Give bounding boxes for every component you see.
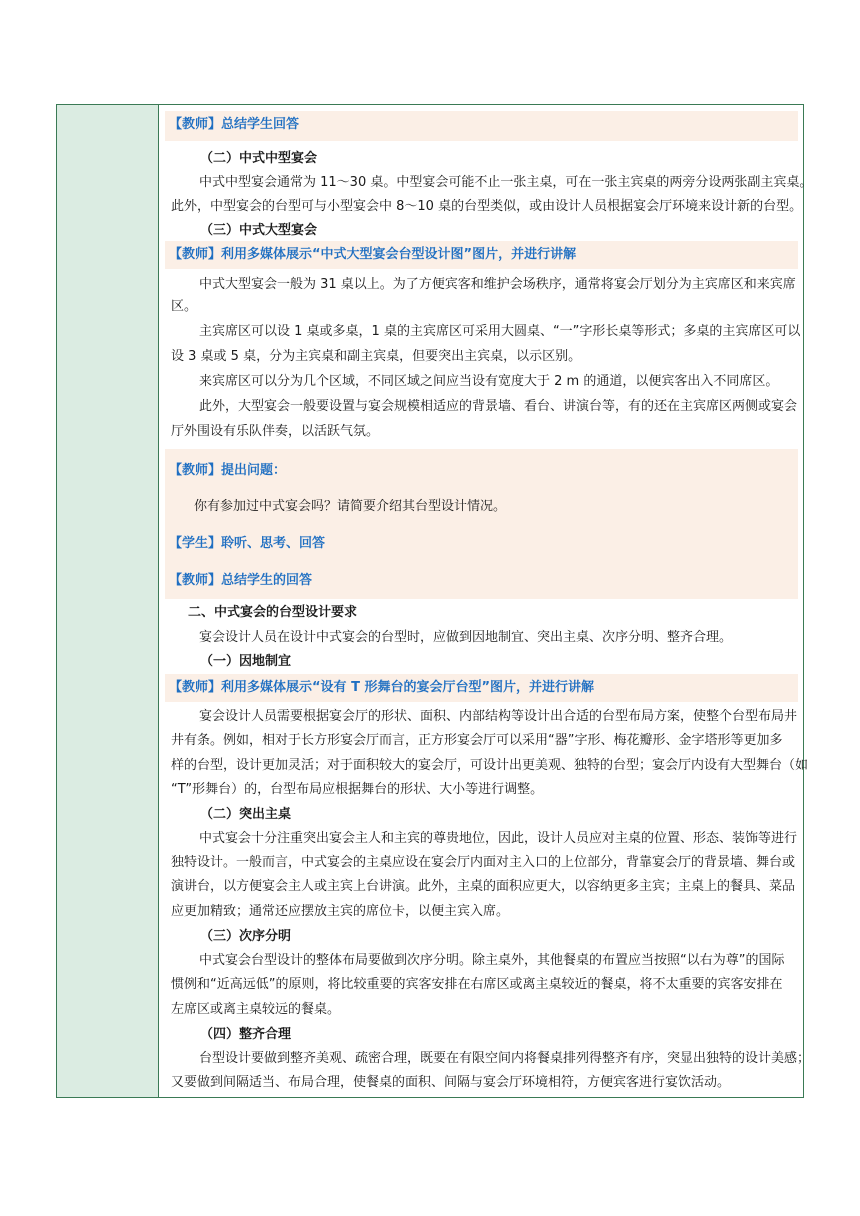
paragraph-line: 设 3 桌或 5 桌，分为主宾桌和副主宾桌，但要突出主宾桌，以示区别。 [171, 349, 582, 364]
paragraph-line: 宴会设计人员需要根据宴会厅的形状、面积、内部结构等设计出合适的台型布局方案，使整个台型布局井 [199, 709, 798, 724]
paragraph-line: 厅外围设有乐队伴奏，以活跃气氛。 [171, 424, 380, 439]
paragraph-line: 中式大型宴会一般为 31 桌以上。为了方便宾客和维护会场秩序，通常将宴会厅划分为主宾席区和来宾席 [199, 277, 796, 292]
section-heading: （二）突出主桌 [200, 807, 292, 822]
paragraph-line: 中式宴会台型设计的整体布局要做到次序分明。除主桌外，其他餐桌的布置应当按照“以右为尊”的国际 [199, 953, 785, 968]
paragraph-line: 演讲台，以方便宴会主人或主宾上台讲演。此外，主桌的面积应更大，以容纳更多主宾；主桌上的餐具、菜品 [171, 879, 796, 894]
paragraph-line: 惯例和“近高远低”的原则，将比较重要的宾客安排在右席区或离主桌较近的餐桌，将不太重要的宾客安排在 [171, 977, 783, 992]
student-note: 【学生】聆听、思考、回答 [169, 536, 326, 551]
lesson-table [56, 104, 813, 1098]
paragraph-line: 此外，大型宴会一般要设置与宴会规模相适应的背景墙、看台、讲演台等，有的还在主宾席区两侧或宴会 [199, 399, 798, 414]
section-heading: （三）中式大型宴会 [200, 223, 318, 238]
paragraph-line: 中式中型宴会通常为 11～30 桌。中型宴会可能不止一张主桌，可在一张主宾桌的两旁分设两张副主宾桌。 [199, 175, 813, 190]
question-text: 你有参加过中式宴会吗？请简要介绍其台型设计情况。 [194, 499, 507, 514]
teacher-note: 【教师】利用多媒体展示“设有 T 形舞台的宴会厅台型”图片，并进行讲解 [169, 680, 595, 695]
paragraph-line: 样的台型，设计更加灵活；对于面积较大的宴会厅，可设计出更美观、独特的台型；宴会厅内设有大型舞台（如 [171, 758, 809, 773]
paragraph-line: 来宾席区可以分为几个区域，不同区域之间应当设有宽度大于 2 m 的通道，以便宾客出入不同席区。 [199, 374, 779, 389]
left-column [57, 105, 159, 1097]
content-column [160, 105, 813, 1097]
paragraph-line: 宴会设计人员在设计中式宴会的台型时，应做到因地制宜、突出主桌、次序分明、整齐合理。 [199, 630, 733, 645]
section-heading: 二、中式宴会的台型设计要求 [188, 605, 358, 620]
paragraph-line: 左席区或离主桌较远的餐桌。 [171, 1002, 341, 1017]
section-heading: （四）整齐合理 [200, 1027, 292, 1042]
section-heading: （二）中式中型宴会 [200, 151, 318, 166]
paragraph-line: 中式宴会十分注重突出宴会主人和主宾的尊贵地位，因此，设计人员应对主桌的位置、形态、装饰等进行 [199, 831, 798, 846]
paragraph-line: 区。 [171, 299, 198, 314]
teacher-note: 【教师】总结学生的回答 [169, 573, 313, 588]
paragraph-line: 独特设计。一般而言，中式宴会的主桌应设在宴会厅内面对主入口的上位部分，背靠宴会厅的背景墙、舞台或 [171, 855, 796, 870]
teacher-note: 【教师】提出问题： [169, 463, 287, 478]
paragraph-line: 此外，中型宴会的台型可与小型宴会中 8～10 桌的台型类似，或由设计人员根据宴会厅环境来设计新的台型。 [171, 199, 803, 214]
paragraph-line: 井有条。例如，相对于长方形宴会厅而言，正方形宴会厅可以采用“器”字形、梅花瓣形、金字塔形等更加多 [171, 733, 783, 748]
paragraph-line: 主宾席区可以设 1 桌或多桌，1 桌的主宾席区可采用大圆桌、“一”字形长桌等形式；多桌的主宾席区可以 [199, 324, 801, 339]
teacher-note: 【教师】利用多媒体展示“中式大型宴会台型设计图”图片，并进行讲解 [169, 247, 577, 262]
teacher-note: 【教师】总结学生回答 [169, 117, 300, 132]
section-heading: （三）次序分明 [200, 929, 292, 944]
paragraph-line: “T”形舞台）的，台型布局应根据舞台的形状、大小等进行调整。 [171, 782, 544, 797]
section-heading: （一）因地制宜 [200, 654, 292, 669]
paragraph-line: 台型设计要做到整齐美观、疏密合理，既要在有限空间内将餐桌排列得整齐有序，突显出独特的设计美感； [199, 1051, 811, 1066]
paragraph-line: 应更加精致；通常还应摆放主宾的席位卡，以便主宾入席。 [171, 904, 510, 919]
paragraph-line: 又要做到间隔适当、布局合理，使餐桌的面积、间隔与宴会厅环境相符，方便宾客进行宴饮活动。 [171, 1075, 731, 1090]
